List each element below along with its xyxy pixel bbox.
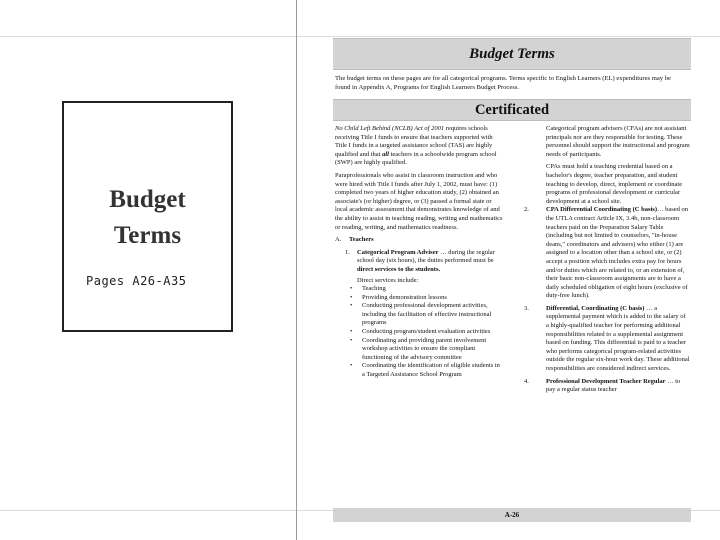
item-3-term: Differential, Coordinating (C basis)	[546, 304, 645, 312]
bullet-text: Providing demonstration lessons	[362, 293, 447, 301]
item-3-number: 3.	[524, 304, 529, 312]
left-column	[335, 125, 503, 380]
cover-slide	[62, 101, 233, 332]
bullet-text: Conducting professional development activities, including the facilitation of effective instructional programs	[362, 302, 492, 327]
cover-title-line2: Terms	[113, 222, 182, 249]
item-1-term-2: direct services to the students.	[357, 265, 441, 273]
cpa-paragraph-2: CPAs must hold a teaching credential based on a bachelor's degree, teacher preparation, and student teaching to develop, direct, implement or coordinate programs of professional development or curricular development at a school site.	[546, 163, 683, 205]
bullet-text: Coordinating and providing parent involvement workshop activities to ensure the compliant functioning of the advisory committee	[362, 336, 487, 361]
nclb-act-name: No Child Left Behind (NCLB) Act of 2001	[335, 125, 445, 132]
cover-pages: Pages A26-A35	[86, 274, 187, 288]
direct-services-label: Direct services include:	[357, 276, 419, 284]
item-1	[335, 249, 503, 275]
item-2-text: … based on the UTLA contract Article IX, 3.4b, non-classroom teachers paid on the Preparation Salary Table (including but not limited to counselors, "in-house deans," coordinators and advisers) who either (1) are assigned to a location other than a school site, or (2) accept a position which includes extra pay for hours and/or duties which are related to, or an extension of, their basic non-classroom assignments are to have a daily scheduled obligation of eight hours (exclusive of duty-free lunch).	[546, 206, 689, 300]
item-4	[524, 378, 690, 395]
bullet-text: Teaching	[362, 285, 386, 293]
section-a-heading	[335, 236, 503, 245]
right-column	[524, 125, 690, 395]
section-a-number: A.	[335, 236, 342, 244]
list-item: • Teaching	[350, 285, 386, 293]
item-2-term: CPA Differential Coordinating (C basis)	[546, 206, 657, 214]
bullet-text: Conducting program/student evaluation activities	[362, 328, 491, 336]
cpa-paragraph-1: Categorical program advisers (CFAs) are not assistant principals nor are they responsible for testing. These personnel should support the instructional and program needs of participants.	[546, 125, 690, 158]
paraprofessionals-paragraph: Paraprofessionals who assist in classroom instruction and who were hired with Title I funds after July 1, 2002, must have: (1) completed two years of higher education study, (2) obtained an associate's (or higher) degree, or (3) passed a formal state or local academic assessment that demonstrates knowledge of and the ability to assist in teaching reading, writing and mathematics or reading, writing, and mathematics readiness.	[335, 171, 503, 231]
list-item: • Coordinating and providing parent involvement workshop activities to ensure the compliant functioning of the advisory committee	[350, 336, 487, 361]
item-3-text: … a supplemental payment which is added to the salary of a highly-qualified teacher for performing additional responsibilities related to a supplemental assignment based on funding. This differential is paid to a teacher who performs categorical program-related activities outside the regular six-hour work day. These additional responsibilities are considered indirect services.	[546, 304, 690, 373]
bullet-text: Coordinating the identification of eligible students in a Targeted Assistance School Program	[362, 362, 500, 379]
item-1-number: 1.	[345, 248, 350, 256]
item-2-number: 2.	[524, 206, 529, 214]
page-number: A-26	[333, 508, 691, 522]
nclb-all: all	[382, 150, 389, 158]
list-item: • Conducting professional development activities, including the facilitation of effective instructional programs	[350, 302, 492, 327]
item-1-term: Categorical Program Adviser	[357, 248, 439, 256]
section-a-label: Teachers	[349, 236, 374, 244]
list-item: • Providing demonstration lessons	[350, 293, 447, 301]
list-item: • Conducting program/student evaluation activities	[350, 328, 491, 336]
cover-title-line1: Budget	[109, 186, 186, 213]
nclb-text: requires schools receiving Title I funds to ensure that teachers supported with Title I funds in a targeted assistance school (TAS) are highly qualified and that	[335, 125, 493, 158]
item-1-text: … during the regular school day (six hours), the duties performed must be	[357, 248, 495, 265]
item-4-text: … to pay a regular status teacher	[546, 377, 681, 394]
item-3	[524, 305, 690, 374]
page-divider	[296, 0, 297, 540]
list-item: • Coordinating the identification of eligible students in a Targeted Assistance School Program	[350, 362, 500, 379]
item-2	[524, 206, 690, 301]
nclb-paragraph	[335, 125, 503, 168]
nclb-text-end: teachers in a schoolwide program school (SWP) are highly qualified.	[335, 150, 497, 167]
section-title: Certificated	[333, 99, 691, 121]
intro-text: The budget terms on these pages are for all categorical programs. Terms specific to English Learners (EL) expenditures may be found in Appendix A, Programs for English Learners Budget Process.	[335, 75, 671, 91]
item-4-number: 4.	[524, 377, 529, 385]
item-4-term: Professional Development Teacher Regular	[546, 377, 666, 385]
document-header: Budget Terms	[333, 38, 691, 70]
document-page	[326, 30, 694, 522]
